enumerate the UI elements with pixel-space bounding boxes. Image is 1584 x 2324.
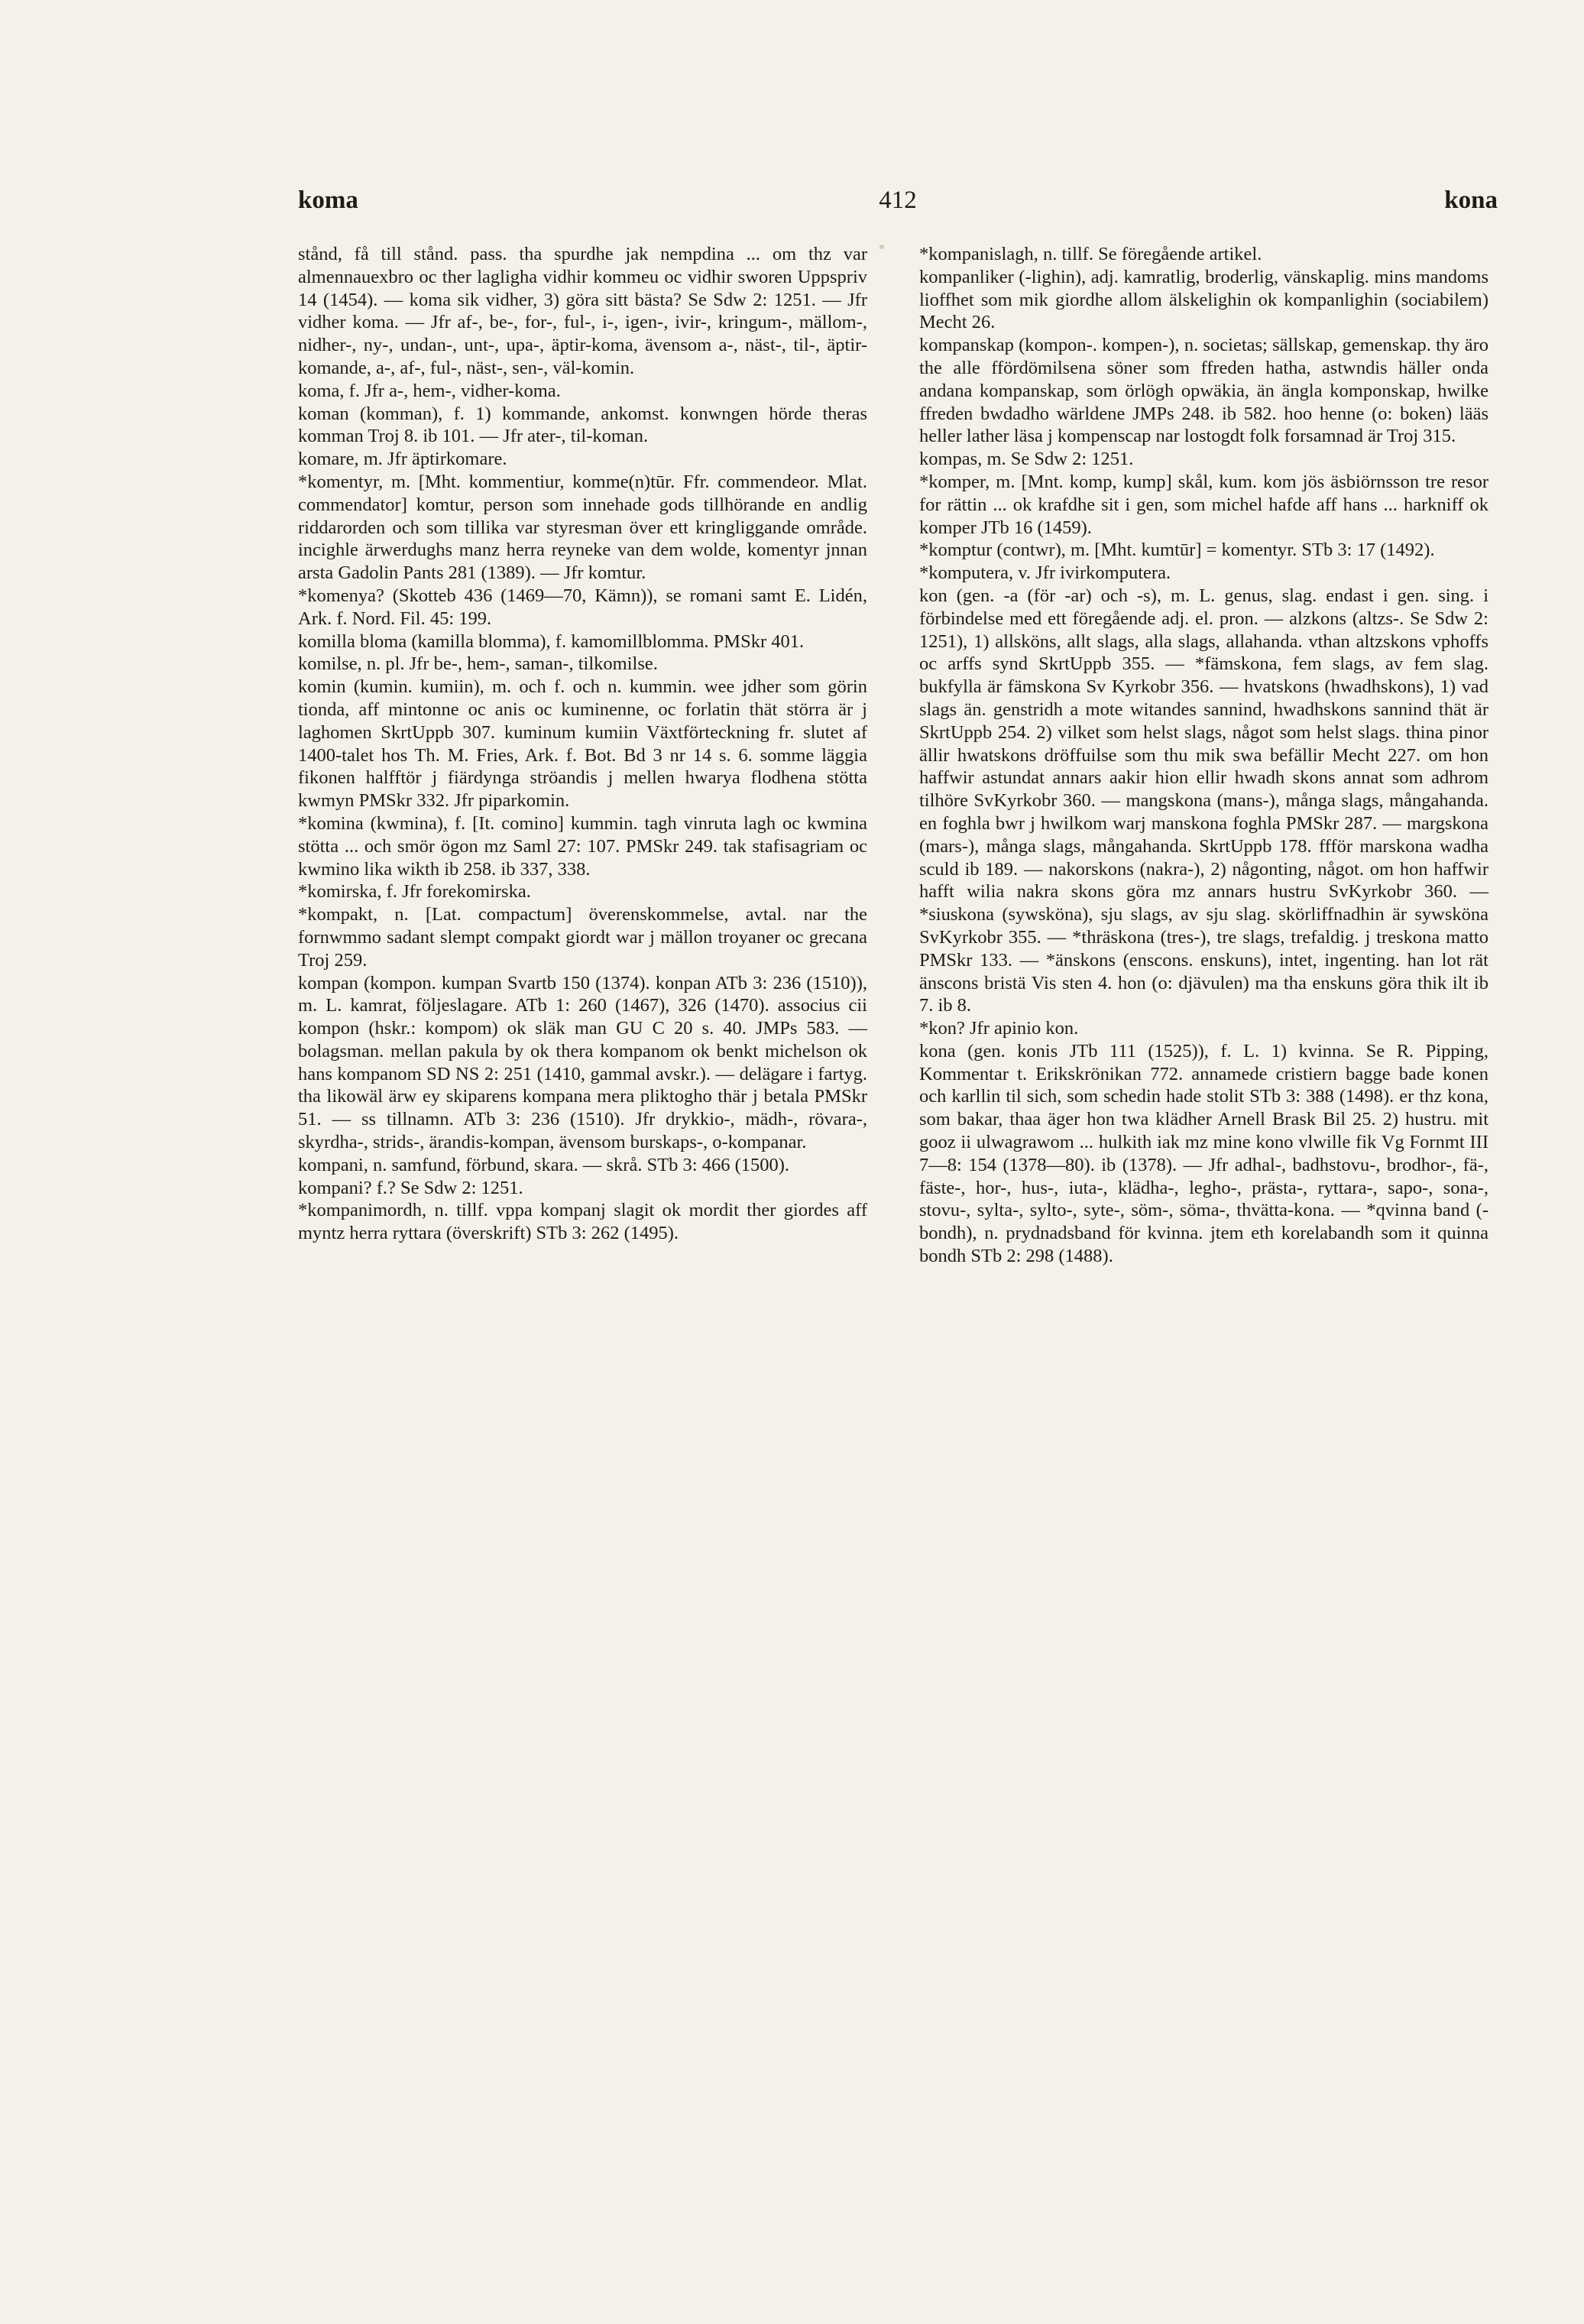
page-number: 412 xyxy=(879,186,917,214)
dictionary-entry: *komentyr, m. [Mht. kommentiur, komme(n)tūr. Ffr. commendeor. Mlat. commendator] komtur, person som innehade gods tillhörande en andlig riddarorden och som tillika var styresman över ett kringliggande område. incighle ärwerdughs manz herra reyneke van dem wolde, komentyr jnnan arsta Gadolin Pants 281 (1389). — Jfr komtur. xyxy=(298,471,867,584)
dictionary-entry: *kompanimordh, n. tillf. vppa kompanj slagit ok mordit ther giordes aff myntz herra ryttara (överskrift) STb 3: 262 (1495). xyxy=(298,1200,867,1244)
dictionary-entry: *komirska, f. Jfr forekomirska. xyxy=(298,881,531,903)
right-column xyxy=(919,243,1488,1268)
page-header xyxy=(298,186,1498,225)
dictionary-entry: *komina (kwmina), f. [It. comino] kummin. tagh vinruta lagh oc kwmina stötta ... och smör ögon mz Saml 27: 107. PMSkr 249. tak stafisagriam oc kwmino lika wikth ib 258. ib 337, 338. xyxy=(298,812,867,880)
dictionary-entry: *komputera, v. Jfr ivirkomputera. xyxy=(919,562,1171,584)
dictionary-entry: *kompanislagh, n. tillf. Se föregående artikel. xyxy=(919,244,1262,264)
dictionary-entry: koma, f. Jfr a-, hem-, vidher-koma. xyxy=(298,380,561,401)
dictionary-entry: kompas, m. Se Sdw 2: 1251. xyxy=(919,449,1134,470)
dictionary-entry: stånd, få till stånd. pass. tha spurdhe jak nempdina ... om thz var almennauexbro oc ther lagligha vidhir kommeu oc vidhir sworen Uppspriv 14 (1454). — koma sik vidher, 3) göra sitt bästa? Se Sdw 2: 1251. — Jfr vidher koma. — Jfr af-, be-, for-, ful-, i-, igen-, ivir-, kringum-, mällom-, nidher-, ny-, undan-, unt-, upa-, äptir-koma, ävensom a-, näst-, til-, äptir-komande, a-, af-, ful-, näst-, sen-, väl-komin. xyxy=(298,244,867,378)
dictionary-entry: komilla bloma (kamilla blomma), f. kamomillblomma. PMSkr 401. xyxy=(298,630,805,652)
dictionary-entry: komilse, n. pl. Jfr be-, hem-, saman-, tilkomilse. xyxy=(298,653,658,675)
running-headword-left: koma xyxy=(298,186,358,214)
dictionary-entry: kompanliker (-lighin), adj. kamratlig, broderlig, vänskaplig. mins mandoms lioffhet som mik giordhe allom älskelighin ok kompanlighin (sociabilem) Mecht 26. xyxy=(919,266,1488,333)
dictionary-entry: *kompakt, n. [Lat. compactum] överenskommelse, avtal. nar the fornwmmo sadant slempt compakt giordt war j mällon troyaner oc grecana Troj 259. xyxy=(298,904,867,971)
dictionary-entry: *kon? Jfr apinio kon. xyxy=(919,1018,1079,1039)
dictionary-entry: kompan (kompon. kumpan Svartb 150 (1374). konpan ATb 3: 236 (1510)), m. L. kamrat, följeslagare. ATb 1: 260 (1467), 326 (1470). associus cii kompon (hskr.: kompom) ok släk man GU C 20 s. 40. JMPs 583. — bolagsman. mellan pakula by ok thera kompanom ok benkt michelson ok hans kompanom SD NS 2: 251 (1410, gammal avskr.). — delägare i fartyg. tha likowäl ärw ey skiparens kompana mera pliktogho thär j betala PMSkr 51. — ss tillnamn. ATb 3: 236 (1510). Jfr drykkio-, mädh-, rövara-, skyrdha-, strids-, ärandis-kompan, ävensom burskaps-, o-kompanar. xyxy=(298,972,867,1153)
dictionary-entry: kompani, n. samfund, förbund, skara. — skrå. STb 3: 466 (1500). xyxy=(298,1154,790,1175)
dictionary-entry: kompani? f.? Se Sdw 2: 1251. xyxy=(298,1177,523,1198)
dictionary-entry: komare, m. Jfr äptirkomare. xyxy=(298,449,507,470)
running-headword-right: kona xyxy=(1444,186,1498,214)
dictionary-entry: kon (gen. -a (för -ar) och -s), m. L. genus, slag. endast i gen. sing. i förbindelse med ett föregående adj. el. pron. — alzkons (altzs-. Se Sdw 2: 1251), 1) allsköns, allt slags, alla slags, allahanda. vthan altzskons vphoffs oc arffs synd SkrtUppb 355. — *fämskona, fem slags, av fem slag. bukfylla är fämskona Sv Kyrkobr 356. — hvatskons (hwadhskons), 1) vad slags än. genstridh a mote witandes sannind, hwadhskons sannind thät är SkrtUppb 254. 2) vilket som helst slags, något som helst slags. thina pinor ällir hwatskons dröffuilse som thu mik swa befällir Mecht 227. om hon haffwir astundat annars aakir hion ellir hwadh skons annat som adhrom tilhöre SvKyrkobr 360. — mangskona (mans-), många slags, mångahanda. en foghla bwr j hwilkom warj manskona foghla PMSkr 287. — margskona (mars-), många slags, mångahanda. SkrtUppb 178. ffför marskona wadha sculd ib 189. — nakorskons (nakra-), 2) någonting, något. om hon haffwir hafft wilia nakra skons göra mz annars hustru SvKyrkobr 360. — *siuskona (sywsköna), sju slags, av sju slag. skörliffnadhin är sywsköna SvKyrkobr 355. — *thräskona (tres-), tre slags, trefaldig. j treskona matto PMSkr 133. — *änskons (enscons. enskuns), intet, ingenting. han lot rät änscons bristä Vis sten 4. hon (o: djävulen) ma tha enskuns göra thik ilt ib 7. ib 8. xyxy=(919,585,1488,1016)
margin-dot xyxy=(879,245,884,249)
dictionary-entry: kompanskap (kompon-. kompen-), n. societas; sällskap, gemenskap. thy äro the alle ffördömilsena söner som ffreden hatha, astwndis häller onda andana kompanskap, som örlögh opwäkia, än ängla komponskap, hwilke ffreden bwdadho wärldene JMPs 248. ib 582. hoo henne (o: boken) lääs heller lather läsa j kompenscap nar lostogdt folk forsamnad är Troj 315. xyxy=(919,335,1488,447)
dictionary-entry: komin (kumin. kumiin), m. och f. och n. kummin. wee jdher som görin tionda, aff mintonne oc anis oc kuminenne, oc forlatin thät störra är j laghomen SkrtUppb 307. kuminum kumiin Växtförteckning fr. slutet af 1400-talet hos Th. M. Fries, Ark. f. Bot. Bd 3 nr 14 s. 6. somme läggia fikonen halfftör j fiärdynga ströandis j mellen hwarya flodhena stötta kwmyn PMSkr 332. Jfr piparkomin. xyxy=(298,676,867,812)
dictionary-entry: *komenya? (Skotteb 436 (1469—70, Kämn)), se romani samt E. Lidén, Ark. f. Nord. Fil. 45: 199. xyxy=(298,585,867,629)
dictionary-entry: kona (gen. konis JTb 111 (1525)), f. L. 1) kvinna. Se R. Pipping, Kommentar t. Erikskrönikan 772. annamede cristiern bagge bade konen och karllin til sich, som schedin hade stolit STb 3: 388 (1498). er thz kona, som bakar, thaa äger hon twa klädher Arnell Brask Bil 25. 2) hustru. mit gooz ii ulwagrawom ... hulkith iak mz mine kono vlwille fik Vg Fornmt III 7—8: 154 (1378—80). ib (1378). — Jfr adhal-, badhstovu-, brodhor-, fä-, fäste-, hor-, hus-, iuta-, klädha-, legho-, prästa-, ryttara-, sapo-, sona-, stovu-, sylta-, sylto-, syte-, söm-, söma-, thvätta-kona. — *qvinna band (-bondh), n. prydnadsband för kvinna. jtem eth korelabandh som it quinna bondh STb 2: 298 (1488). xyxy=(919,1040,1488,1267)
dictionary-entry: *komper, m. [Mnt. komp, kump] skål, kum. kom jös äsbiörnsson tre resor for rättin ... ok krafdhe sit i gen, som michel hafde aff hans ... harkniff ok komper JTb 16 (1459). xyxy=(919,471,1488,538)
dictionary-entry: *komptur (contwr), m. [Mht. kumtūr] = komentyr. STb 3: 17 (1492). xyxy=(919,540,1435,561)
left-column xyxy=(298,243,867,1245)
dictionary-entry: koman (komman), f. 1) kommande, ankomst. konwngen hörde theras komman Troj 8. ib 101. — Jfr ater-, til-koman. xyxy=(298,403,867,447)
